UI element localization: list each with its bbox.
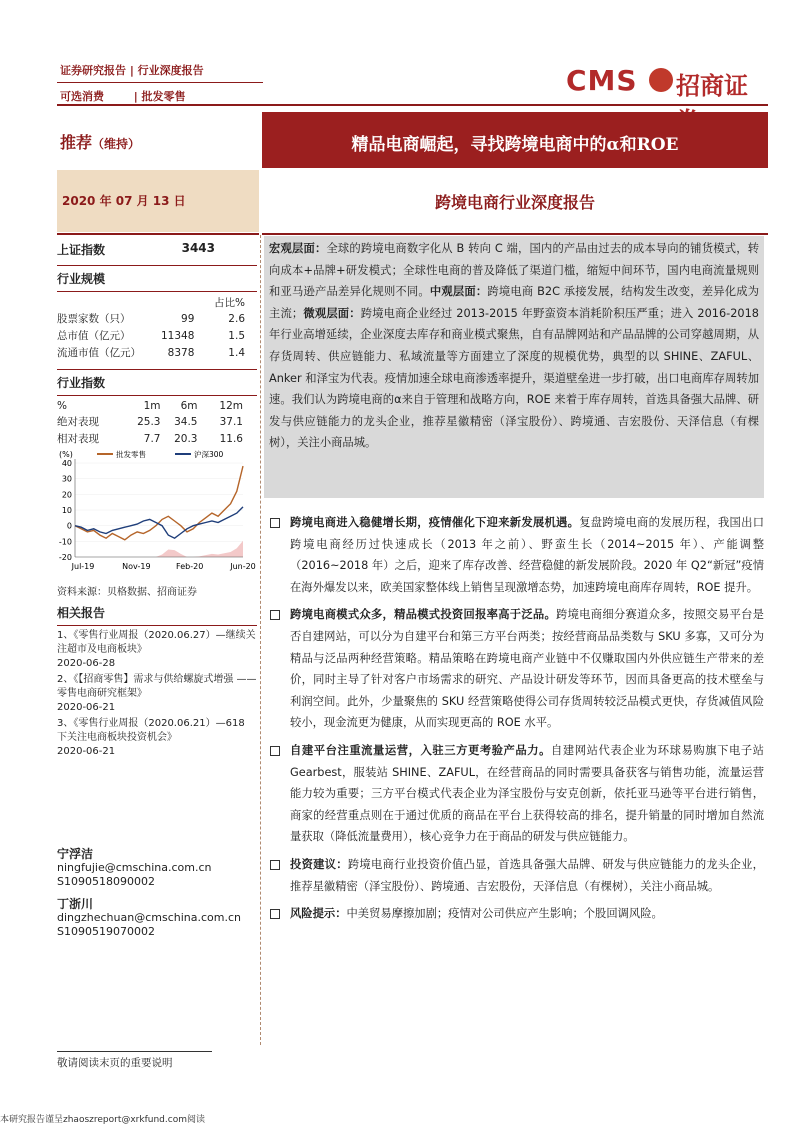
key-point	[270, 512, 764, 598]
analyst-name: 丁浙川	[57, 897, 94, 911]
distribution-note: 本研究报告谨呈zhaoszreport@xrkfund.com阅读	[0, 1115, 205, 1125]
related-reports	[57, 629, 257, 759]
abstract-text	[264, 236, 764, 456]
x-tick-label: Jun-20	[230, 562, 256, 571]
key-point-text: 中美贸易摩擦加剧；疫情对公司供应产生影响；个股回调风险。	[346, 907, 663, 921]
related-report-item[interactable]	[57, 717, 257, 759]
perf-1m: 7.7	[143, 432, 161, 445]
y-tick-label: 40	[61, 459, 72, 468]
divider	[57, 291, 257, 292]
bullet-square-icon	[270, 909, 280, 919]
scale-row	[57, 310, 257, 327]
sector-line	[60, 88, 186, 104]
chart-ylabel: (%)	[59, 450, 73, 459]
key-point-heading: 跨境电商进入稳健增长期，疫情催化下迎来新发展机遇。	[290, 516, 580, 529]
report-date: 2020 年 07 月 13 日	[62, 194, 186, 208]
perf-1m: 25.3	[137, 415, 161, 428]
legend-label: 批发零售	[116, 450, 146, 459]
y-tick-label: -10	[58, 537, 72, 547]
perf-header: %	[57, 400, 67, 412]
scale-pct: 2.6	[228, 312, 245, 325]
related-report-date: 2020-06-21	[57, 702, 116, 713]
scale-label: 流通市值（亿元）	[57, 347, 141, 359]
y-tick-label: -20	[58, 553, 72, 562]
analysts	[57, 847, 257, 939]
key-point-text: 复盘跨境电商的发展历程，我国出口跨境电商经历过快速成长（2013 年之前）、野蛮生长（2014~2015 年）、产能调整（2016~2018 年）之后，迎来了库存改善、经营稳健的新发展阶段。2020 年 Q2“新冠”疫情在海外爆发以来，欧美国家整体线上销售呈现激增态势，加速跨境电商库存周转，ROE 提升。	[290, 516, 764, 594]
header-divider	[57, 82, 263, 83]
index-chart	[57, 449, 257, 579]
footer-notice: 敬请阅读末页的重要说明	[57, 1057, 173, 1069]
index-row	[57, 238, 257, 261]
key-point-heading: 跨境电商模式众多，精品模式投资回报率高于泛品。	[290, 608, 557, 622]
perf-title: 行业指数	[57, 376, 106, 390]
scale-label: 总市值（亿元）	[57, 330, 131, 342]
rating-main: 推荐	[60, 133, 93, 152]
y-tick-label: 10	[61, 506, 72, 515]
left-sidebar	[57, 238, 257, 947]
analyst-name: 宁浮洁	[57, 847, 94, 861]
related-report-item[interactable]	[57, 673, 257, 715]
key-points	[270, 512, 764, 931]
divider	[57, 369, 257, 370]
analyst-block	[57, 847, 257, 889]
y-tick-label: 30	[61, 474, 72, 484]
scale-title: 行业规模	[57, 272, 106, 286]
perf-row	[57, 413, 257, 430]
key-point-heading: 风险提示：	[290, 907, 347, 921]
rating-sub: （维持）	[92, 137, 141, 151]
divider	[57, 395, 257, 396]
key-point-text: 跨境电商行业投资价值凸显，首选具备强大品牌、研发与供应链能力的龙头企业，推荐星徽精密（泽宝股份）、跨境通、吉宏股份，天泽信息（有棵树），关注小商品城。	[290, 857, 764, 893]
analyst-id: S1090518090002	[57, 875, 155, 888]
analyst-id: S1090519070002	[57, 925, 155, 938]
macro-text: 全球的跨境电商数字化从 B 转向 C 端，国内的产品由过去的成本导向的铺货模式，转向成本+品牌+研发模式；全球性电商的普及降低了渠道门槛，缩短中间环节，国内电商流量规则和亚马逊产品差异化规则不同。	[269, 242, 759, 299]
key-point	[270, 854, 764, 897]
related-report-title: 2、《【招商零售】需求与供给螺旋式增强 ——零售电商研究框架》	[57, 674, 257, 699]
abstract-box	[264, 236, 764, 498]
scale-pct: 1.4	[228, 346, 245, 359]
rating	[60, 130, 140, 153]
scale-table	[57, 310, 257, 361]
divider	[57, 265, 257, 266]
scale-row	[57, 327, 257, 344]
perf-header: 6m	[180, 400, 198, 412]
perf-label: 相对表现	[57, 433, 99, 445]
legend-label: 沪深300	[194, 450, 224, 459]
scale-value: 8378	[167, 346, 195, 359]
perf-6m: 20.3	[174, 432, 198, 445]
scale-pct: 1.5	[228, 329, 245, 342]
bullet-square-icon	[270, 610, 280, 620]
sector-label: 可选消费	[60, 90, 104, 103]
analyst-email[interactable]: ningfujie@cmschina.com.cn	[57, 861, 212, 874]
analyst-block	[57, 897, 257, 939]
divider	[57, 625, 257, 626]
scale-value: 99	[181, 312, 195, 325]
meso-label: 中观层面：	[429, 285, 488, 299]
key-point	[270, 740, 764, 848]
scale-label: 股票家数（只）	[57, 313, 131, 325]
report-subtitle: 跨境电商行业深度报告	[434, 193, 595, 212]
y-tick-label: 20	[61, 490, 72, 500]
x-tick-label: Feb-20	[176, 562, 204, 571]
bullet-square-icon	[270, 518, 280, 528]
perf-12m: 37.1	[219, 415, 243, 428]
micro-label: 微观层面：	[303, 306, 361, 320]
index-value: 3443	[181, 241, 215, 255]
bullet-square-icon	[270, 746, 280, 756]
key-point-heading: 投资建议：	[290, 857, 348, 871]
top-rule	[57, 104, 768, 106]
perf-6m: 34.5	[174, 415, 198, 428]
perf-header-row	[57, 399, 257, 413]
bullet-square-icon	[270, 860, 280, 870]
column-divider	[260, 235, 261, 1045]
key-point-heading: 自建平台注重流量运营，入驻三方更考验产品力。	[290, 743, 551, 757]
x-tick-label: Jul-19	[71, 562, 95, 571]
logo-emblem-icon	[649, 68, 673, 92]
scale-value: 11348	[160, 329, 195, 342]
perf-label: 绝对表现	[57, 416, 99, 428]
series-line	[75, 466, 243, 540]
cms-logo	[566, 62, 766, 102]
index-chart-svg	[57, 449, 257, 575]
related-report-date: 2020-06-28	[57, 658, 116, 669]
report-title: 精品电商崛起，寻找跨境电商中的α和ROE	[351, 135, 679, 155]
logo-cn: 招商证	[676, 72, 748, 100]
perf-row	[57, 430, 257, 447]
relative-area	[75, 541, 243, 557]
perf-12m: 11.6	[219, 432, 243, 445]
macro-label: 宏观层面：	[269, 242, 327, 255]
key-point-text: 自建网站代表企业为环球易购旗下电子站 Gearbest，服装站 SHINE、ZAFUL，在经营商品的同时需要具备获客与销售功能，流量运营能力较为重要；三方平台模式代表企业为泽宝股份与安克创新，依托亚马逊等平台进行销售，商家的经营重点则在于通过优质的商品在平台上获得较高的排名，提升销量的同时增加自然流量获取（降低流量费用），核心竞争力在于商品的研发与供应链能力。	[290, 743, 764, 844]
logo-en: CMS	[566, 64, 638, 97]
y-tick-label: 0	[66, 521, 72, 531]
perf-table	[57, 399, 257, 447]
analyst-email[interactable]: dingzhechuan@cmschina.com.cn	[57, 911, 241, 924]
perf-header: 1m	[143, 400, 161, 412]
x-tick-label: Nov-19	[122, 562, 151, 571]
meso-text: 跨境电商 B2C 承接发展，结构发生改变，差异化成为主流；	[269, 285, 759, 320]
micro-text: 跨境电商企业经过 2013-2015 年野蛮资本消耗阶积压严重；进入 2016-2018 年行业高增延续，企业深度去库存和商业模式聚焦，自有品牌网站和产品品牌的公司穿越周期，从存货周转、供应链能力、私域流量等方面建立了深度的规模优势，典型的以 SHINE、ZAFUL、Anker 和泽宝为代表。疫情加速全球电商渗透率提升，渠道壁垒进一步打破，出口电商库存周转加速。我们认为跨境电商的α来自于管理和战略方向，ROE 来着于库存周转，首选具备强大品牌、研发与供应链能力的龙头企业，推荐星徽精密（泽宝股份）、跨境通、吉宏股份、天泽信息（有棵树），关注小商品城。	[269, 306, 759, 450]
key-point-text: 跨境电商细分赛道众多，按照交易平台是否自建网站，可以分为自建平台和第三方平台两类；按经营商品品类数与 SKU 多寡，又可分为精品与泛品两种经营策略。精品策略在跨境电商产业链中不仅赚取国内外供应链生产带来的差价，同时主导了针对客户市场需求的研究、产品设计研发等环节，因而具备更高的技术壁垒与利润空间。此外，少量聚焦的 SKU 经营策略使得公司存货周转较泛品模式更快，存货减值风险较小，现金流更为健康，从而实现更高的 ROE 水平。	[290, 608, 764, 730]
subsector-label: | 批发零售	[133, 90, 186, 103]
related-report-title: 3、《零售行业周报（2020.06.21）—618 下关注电商板块投资机会》	[57, 718, 245, 743]
index-label: 上证指数	[57, 243, 106, 257]
chart-source: 资料来源：贝格数据、招商证券	[57, 587, 197, 598]
related-report-item[interactable]	[57, 629, 257, 671]
title-banner	[262, 112, 768, 168]
footer-rule	[57, 1051, 212, 1052]
related-report-title: 1、《零售行业周报（2020.06.27）—继续关注超市及电商板块》	[57, 630, 256, 655]
date-box	[57, 170, 259, 232]
key-point	[270, 604, 764, 734]
subtitle-rule	[262, 233, 768, 235]
report-type: 证券研究报告 | 行业深度报告	[60, 64, 204, 77]
perf-header: 12m	[219, 400, 243, 412]
scale-header: 占比%	[214, 297, 245, 309]
related-title: 相关报告	[57, 606, 106, 620]
related-report-date: 2020-06-21	[57, 746, 116, 757]
scale-row	[57, 344, 257, 361]
left-top-rule	[57, 233, 259, 235]
key-point	[270, 903, 764, 925]
